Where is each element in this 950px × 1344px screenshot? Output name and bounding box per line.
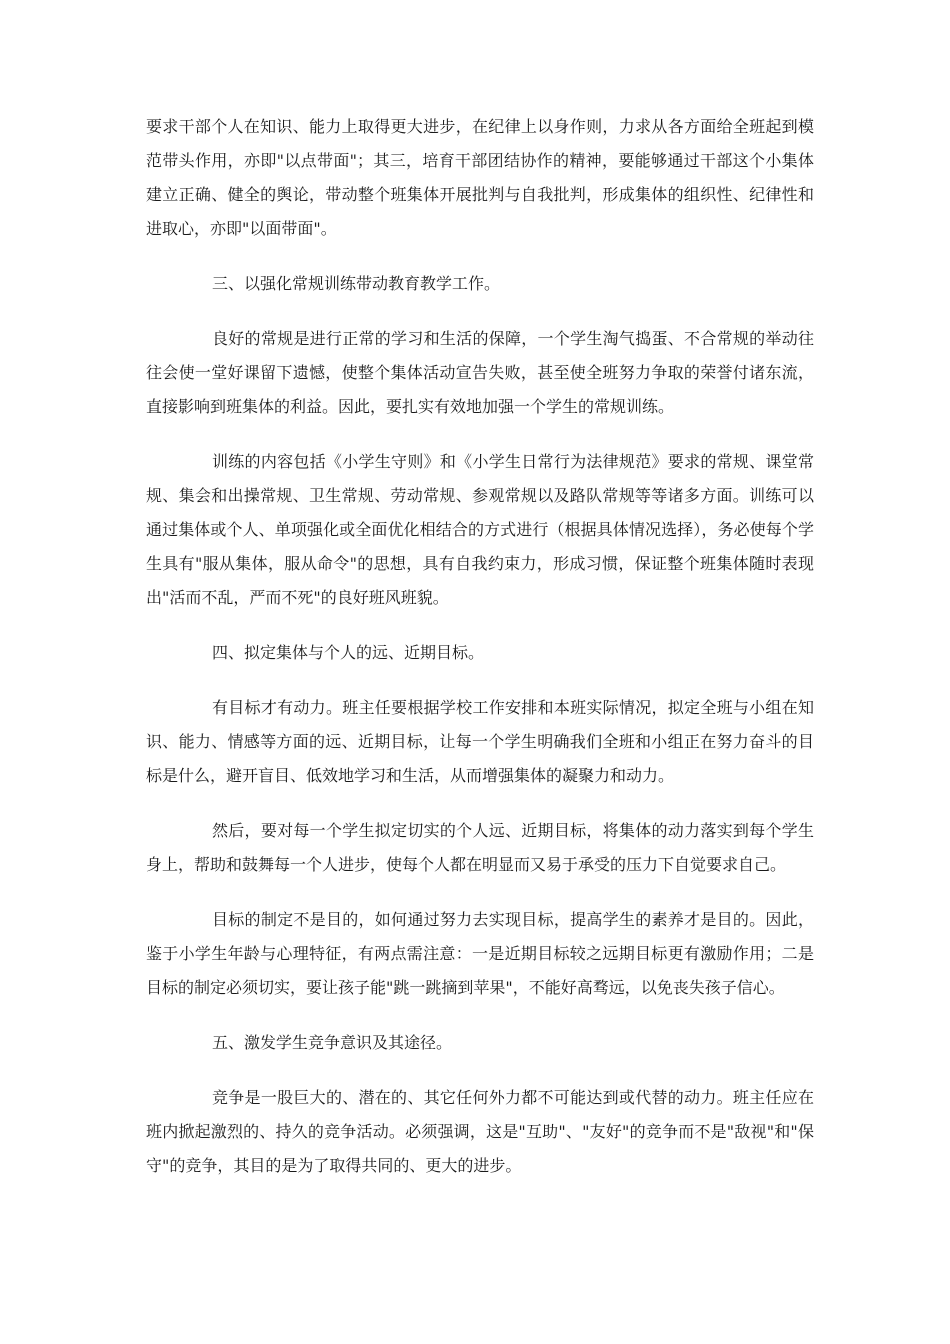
section-heading-4: 四、拟定集体与个人的远、近期目标。: [212, 643, 485, 662]
paragraph: 良好的常规是进行正常的学习和生活的保障，一个学生淘气捣蛋、不合常规的举动往往会使一堂好课留下遗憾，使整个集体活动宣告失败，甚至使全班努力争取的荣誉付诸东流，直接影响到班集体的利益。因此，要扎实有效地加强一个学生的常规训练。: [146, 329, 814, 416]
paragraph: 目标的制定不是目的，如何通过努力去实现目标，提高学生的素养才是目的。因此，鉴于小学生年龄与心理特征，有两点需注意：一是近期目标较之远期目标更有激励作用；二是目标的制定必须切实，要让孩子能"跳一跳摘到苹果"，不能好高骛远，以免丧失孩子信心。: [146, 910, 814, 997]
paragraph: 有目标才有动力。班主任要根据学校工作安排和本班实际情况，拟定全班与小组在知识、能力、情感等方面的远、近期目标，让每一个学生明确我们全班和小组正在努力奋斗的目标是什么，避开盲目、低效地学习和生活，从而增强集体的凝聚力和动力。: [146, 698, 814, 785]
document-page: [146, 110, 814, 1204]
paragraph: 训练的内容包括《小学生守则》和《小学生日常行为法律规范》要求的常规、课堂常规、集会和出操常规、卫生常规、劳动常规、参观常规以及路队常规等等诸多方面。训练可以通过集体或个人、单项强化或全面优化相结合的方式进行（根据具体情况选择），务必使每个学生具有"服从集体，服从命令"的思想，具有自我约束力，形成习惯，保证整个班集体随时表现出"活而不乱，严而不死"的良好班风班貌。: [146, 452, 814, 607]
paragraph: 然后，要对每一个学生拟定切实的个人远、近期目标，将集体的动力落实到每个学生身上，帮助和鼓舞每一个人进步，使每个人都在明显而又易于承受的压力下自觉要求自己。: [146, 821, 814, 874]
paragraph-continuation: 要求干部个人在知识、能力上取得更大进步，在纪律上以身作则，力求从各方面给全班起到模范带头作用，亦即"以点带面"；其三，培育干部团结协作的精神，要能够通过干部这个小集体建立正确、健全的舆论，带动整个班集体开展批判与自我批判，形成集体的组织性、纪律性和进取心，亦即"以面带面"。: [146, 117, 814, 238]
paragraph: 竞争是一股巨大的、潜在的、其它任何外力都不可能达到或代替的动力。班主任应在班内掀起激烈的、持久的竞争活动。必须强调，这是"互助"、"友好"的竞争而不是"敌视"和"保守"的竞争，其目的是为了取得共同的、更大的进步。: [146, 1088, 814, 1175]
section-heading-3: 三、以强化常规训练带动教育教学工作。: [212, 274, 501, 293]
section-heading-5: 五、激发学生竞争意识及其途径。: [212, 1033, 453, 1052]
